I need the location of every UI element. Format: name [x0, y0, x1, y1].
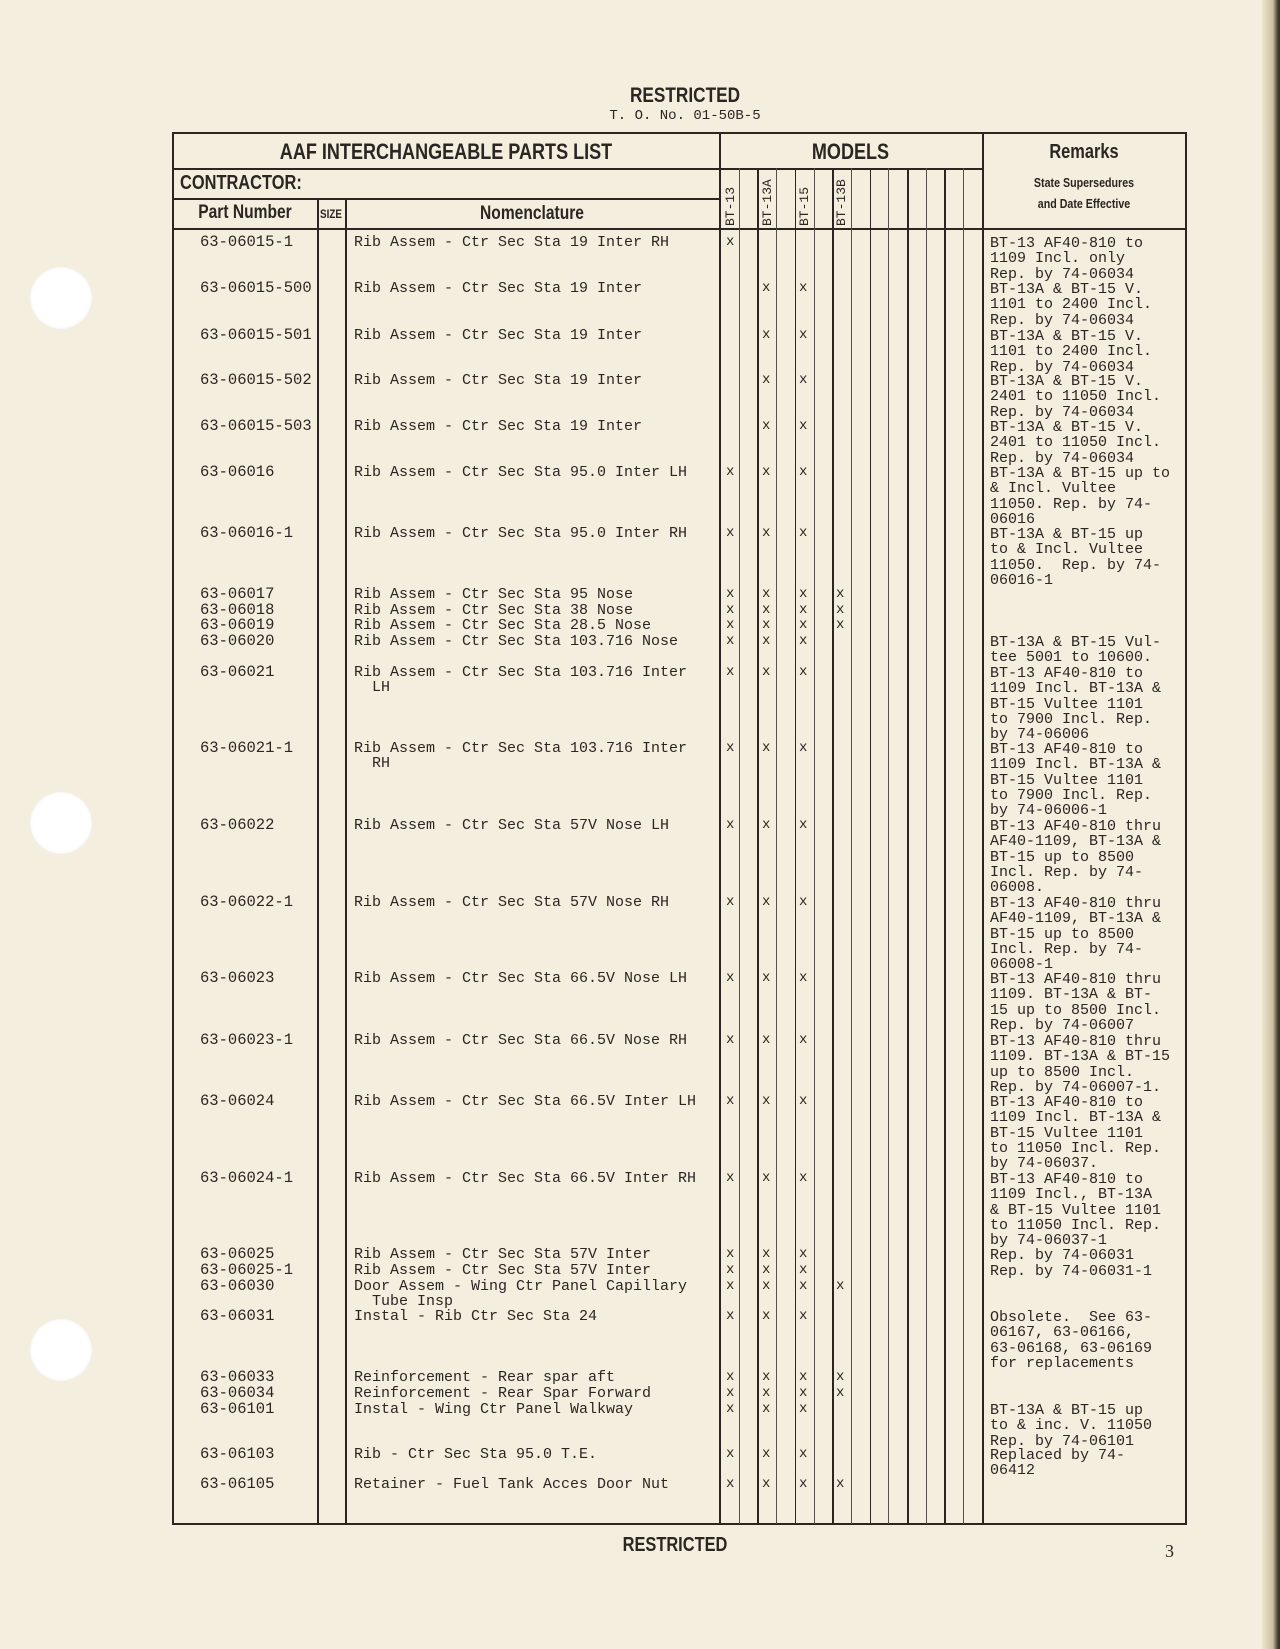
remark-line: Incl. Rep. by 74- — [990, 940, 1144, 958]
part-number: 63-06101 — [200, 1400, 275, 1418]
model-mark-bt-13a: x — [762, 633, 771, 649]
model-column-divider — [814, 168, 815, 1524]
model-mark-bt-13: x — [726, 1476, 735, 1492]
model-mark-bt-15: x — [799, 602, 808, 618]
remark-line: & BT-15 Vultee 1101 — [990, 1201, 1162, 1219]
nomenclature: Rib Assem - Ctr Sec Sta 19 Inter — [354, 372, 643, 389]
remark-line: 1109. BT-13A & BT-15 — [990, 1048, 1171, 1066]
remark-line: 1109. BT-13A & BT- — [990, 986, 1153, 1004]
model-mark-bt-13a: x — [762, 740, 771, 756]
model-mark-bt-15: x — [799, 418, 808, 434]
model-mark-bt-15: x — [799, 464, 808, 480]
models-label: MODELS — [811, 139, 890, 164]
part-number: 63-06105 — [200, 1475, 275, 1493]
nomenclature: Rib Assem - Ctr Sec Sta 57V Nose LH — [354, 817, 670, 834]
model-mark-bt-13a: x — [762, 586, 771, 602]
model-column-divider — [907, 168, 909, 1524]
remark-line: 06167, 63-06166, — [990, 1324, 1135, 1342]
remark-line: BT-13 AF40-810 to — [990, 235, 1144, 252]
model-mark-bt-15: x — [799, 1369, 808, 1385]
nomenclature: Rib Assem - Ctr Sec Sta 103.716 Nose — [354, 633, 679, 650]
model-mark-bt-13: x — [726, 1385, 735, 1401]
model-column-divider — [888, 168, 889, 1524]
model-mark-bt-13a: x — [762, 1369, 771, 1385]
model-mark-bt-13: x — [726, 234, 735, 250]
nomenclature: RH — [354, 755, 391, 773]
remark-line: 1109 Incl. only — [990, 250, 1126, 268]
nomenclature: Rib Assem - Ctr Sec Sta 95.0 Inter RH — [354, 525, 688, 542]
remark-line: up to 8500 Incl. — [990, 1063, 1135, 1081]
model-mark-bt-13a: x — [762, 1476, 771, 1492]
part-number: 63-06020 — [200, 632, 275, 650]
nomenclature: Reinforcement - Rear spar aft — [354, 1369, 616, 1386]
model-mark-bt-15: x — [799, 525, 808, 541]
model-column-divider — [739, 168, 740, 1524]
remark-line: BT-15 Vultee 1101 — [990, 771, 1144, 789]
model-mark-bt-13a: x — [762, 1170, 771, 1186]
model-column-divider — [795, 168, 797, 1524]
remark-line: BT-13 AF40-810 to — [990, 665, 1144, 682]
nomenclature: Retainer - Fuel Tank Acces Door Nut — [354, 1476, 670, 1493]
nomenclature: Rib Assem - Ctr Sec Sta 66.5V Inter LH — [354, 1093, 697, 1110]
remark-line: 1109 Incl. BT-13A & — [990, 756, 1162, 774]
model-mark-bt-13a: x — [762, 817, 771, 833]
model-mark-bt-13a: x — [762, 1446, 771, 1462]
remark-line: 63-06168, 63-06169 — [990, 1339, 1153, 1357]
remark-line: BT-13 AF40-810 thru — [990, 895, 1162, 912]
remark-line: BT-13 AF40-810 thru — [990, 1033, 1162, 1050]
remark-line: BT-15 Vultee 1101 — [990, 1124, 1144, 1142]
model-header-bt-13: BT-13 — [723, 186, 738, 226]
model-mark-bt-15: x — [799, 1476, 808, 1492]
model-mark-bt-13b: x — [836, 617, 845, 633]
remark-line: & Incl. Vultee — [990, 480, 1117, 498]
model-mark-bt-15: x — [799, 740, 808, 756]
model-mark-bt-15: x — [799, 280, 808, 296]
col-nomenclature: Nomenclature — [480, 203, 584, 224]
model-mark-bt-15: x — [799, 1308, 808, 1324]
remark-line: BT-13 AF40-810 thru — [990, 818, 1162, 835]
remark-line: Rep. by 74-06031-1 — [990, 1263, 1153, 1280]
part-number: 63-06033 — [200, 1368, 275, 1386]
nomenclature: Rib Assem - Ctr Sec Sta 38 Nose — [354, 602, 634, 619]
page-number: 3 — [1165, 1541, 1174, 1561]
model-mark-bt-15: x — [799, 1446, 808, 1462]
remark-line: tee 5001 to 10600. — [990, 649, 1153, 667]
nomenclature: Rib Assem - Ctr Sec Sta 95.0 Inter LH — [354, 464, 688, 481]
part-number: 63-06034 — [200, 1384, 275, 1402]
remark-line: 06016-1 — [990, 571, 1054, 589]
model-mark-bt-13b: x — [836, 1385, 845, 1401]
model-mark-bt-13: x — [726, 1278, 735, 1294]
remark-line: 11050. Rep. by 74- — [990, 495, 1153, 513]
nomenclature: Reinforcement - Rear Spar Forward — [354, 1385, 652, 1402]
remark-line: 1109 Incl., BT-13A — [990, 1186, 1153, 1204]
remark-line: 06412 — [990, 1462, 1036, 1480]
model-mark-bt-13: x — [726, 1446, 735, 1462]
part-number: 63-06022 — [200, 816, 275, 834]
model-mark-bt-15: x — [799, 894, 808, 910]
remark-line: Obsolete. See 63- — [990, 1309, 1153, 1326]
model-mark-bt-13: x — [726, 464, 735, 480]
footer-restricted: RESTRICTED — [622, 1534, 728, 1556]
remark-line: BT-13A & BT-15 V. — [990, 328, 1144, 345]
model-mark-bt-13: x — [726, 1093, 735, 1109]
nomenclature: Rib Assem - Ctr Sec Sta 19 Inter RH — [354, 234, 670, 251]
table-title: AAF INTERCHANGEABLE PARTS LIST — [279, 139, 613, 164]
remark-line: Rep. by 74-06034 — [990, 358, 1135, 376]
model-mark-bt-13a: x — [762, 1278, 771, 1294]
nomenclature: Rib Assem - Ctr Sec Sta 28.5 Nose — [354, 617, 652, 634]
remark-line: BT-13 AF40-810 to — [990, 1171, 1144, 1188]
part-number: 63-06019 — [200, 616, 275, 634]
model-mark-bt-13: x — [726, 617, 735, 633]
part-number: 63-06015-1 — [200, 233, 294, 251]
remark-line: to 7900 Incl. Rep. — [990, 710, 1153, 728]
model-column-divider — [944, 168, 946, 1524]
nomenclature: Rib Assem - Ctr Sec Sta 95 Nose — [354, 586, 634, 603]
model-mark-bt-13: x — [726, 894, 735, 910]
model-mark-bt-13a: x — [762, 617, 771, 633]
model-mark-bt-13a: x — [762, 1308, 771, 1324]
remarks-sub-2: and Date Effective — [1037, 196, 1131, 211]
part-number: 63-06024 — [200, 1092, 275, 1110]
part-number: 63-06103 — [200, 1445, 275, 1463]
header-restricted: RESTRICTED — [629, 84, 741, 107]
binder-hole — [30, 1319, 92, 1381]
remark-line: BT-13A & BT-15 V. — [990, 419, 1144, 436]
model-mark-bt-15: x — [799, 817, 808, 833]
remarks-sub-1: State Supersedures — [1033, 175, 1135, 190]
model-mark-bt-13a: x — [762, 525, 771, 541]
remark-line: 1101 to 2400 Incl. — [990, 296, 1153, 314]
nomenclature: Tube Insp — [354, 1293, 454, 1311]
remark-line: BT-13A & BT-15 up to — [990, 465, 1171, 482]
remark-line: BT-15 up to 8500 — [990, 848, 1135, 866]
part-number: 63-06016-1 — [200, 524, 294, 542]
remark-line: Rep. by 74-06034 — [990, 311, 1135, 329]
model-column-divider — [851, 168, 852, 1524]
model-mark-bt-13b: x — [836, 602, 845, 618]
remark-line: BT-15 Vultee 1101 — [990, 695, 1144, 713]
remark-line: to 11050 Incl. Rep. — [990, 1216, 1162, 1234]
remark-line: BT-13A & BT-15 V. — [990, 281, 1144, 298]
model-column-divider — [776, 168, 777, 1524]
model-mark-bt-13: x — [726, 664, 735, 680]
model-mark-bt-13: x — [726, 1308, 735, 1324]
model-mark-bt-15: x — [799, 586, 808, 602]
remark-line: to 11050 Incl. Rep. — [990, 1139, 1162, 1157]
remark-line: Replaced by 74- — [990, 1447, 1126, 1464]
model-mark-bt-13a: x — [762, 664, 771, 680]
part-number: 63-06031 — [200, 1307, 275, 1325]
model-mark-bt-13a: x — [762, 280, 771, 296]
model-mark-bt-13: x — [726, 970, 735, 986]
model-mark-bt-13a: x — [762, 418, 771, 434]
model-header-bt-15: BT-15 — [797, 186, 812, 226]
model-mark-bt-15: x — [799, 1032, 808, 1048]
model-mark-bt-13: x — [726, 586, 735, 602]
remark-line: Rep. by 74-06007 — [990, 1016, 1135, 1034]
model-header-bt-13b: BT-13B — [834, 179, 849, 226]
model-mark-bt-13b: x — [836, 586, 845, 602]
model-mark-bt-13a: x — [762, 1032, 771, 1048]
part-number: 63-06018 — [200, 601, 275, 619]
remark-line: BT-13A & BT-15 up — [990, 526, 1144, 543]
part-number: 63-06022-1 — [200, 893, 294, 911]
remark-line: by 74-06006-1 — [990, 802, 1108, 820]
remark-line: 2401 to 11050 Incl. — [990, 434, 1162, 452]
remark-line: by 74-06037-1 — [990, 1232, 1108, 1250]
remark-line: by 74-06006 — [990, 726, 1090, 744]
remarks-label: Remarks — [1049, 141, 1119, 163]
model-mark-bt-13: x — [726, 1032, 735, 1048]
part-number: 63-06023-1 — [200, 1031, 294, 1049]
model-mark-bt-13b: x — [836, 1476, 845, 1492]
model-mark-bt-15: x — [799, 664, 808, 680]
remark-line: Rep. by 74-06101 — [990, 1432, 1135, 1450]
nomenclature: Rib Assem - Ctr Sec Sta 57V Inter — [354, 1246, 652, 1263]
remark-line: Rep. by 74-06007-1. — [990, 1078, 1162, 1096]
model-column-divider — [870, 168, 872, 1524]
model-mark-bt-15: x — [799, 1262, 808, 1278]
model-mark-bt-15: x — [799, 372, 808, 388]
remark-line: BT-13 AF40-810 to — [990, 1094, 1144, 1111]
remark-line: 11050. Rep. by 74- — [990, 556, 1162, 574]
remark-line: 1109 Incl. BT-13A & — [990, 1109, 1162, 1127]
col-part-number: Part Number — [198, 202, 292, 223]
binder-hole — [30, 792, 92, 854]
model-column-divider — [963, 168, 964, 1524]
remark-line: 1109 Incl. BT-13A & — [990, 680, 1162, 698]
model-mark-bt-13: x — [726, 1262, 735, 1278]
nomenclature: Rib Assem - Ctr Sec Sta 57V Inter — [354, 1262, 652, 1279]
model-mark-bt-13a: x — [762, 1385, 771, 1401]
remark-line: Rep. by 74-06034 — [990, 265, 1135, 283]
nomenclature: Rib Assem - Ctr Sec Sta 19 Inter — [354, 280, 643, 297]
to-number: T. O. No. 01-50B-5 — [609, 108, 761, 124]
nomenclature: Rib Assem - Ctr Sec Sta 66.5V Nose RH — [354, 1032, 688, 1049]
remark-line: BT-15 up to 8500 — [990, 925, 1135, 943]
part-number: 63-06025-1 — [200, 1261, 294, 1279]
part-number: 63-06024-1 — [200, 1169, 294, 1187]
model-column-divider — [832, 168, 834, 1524]
nomenclature: LH — [354, 679, 391, 697]
page-edge-shadow — [1262, 0, 1280, 1649]
remark-line: 1101 to 2400 Incl. — [990, 343, 1153, 361]
part-number: 63-06015-503 — [200, 417, 312, 435]
model-mark-bt-13a: x — [762, 1246, 771, 1262]
remark-line: 06008-1 — [990, 956, 1054, 974]
model-mark-bt-13a: x — [762, 464, 771, 480]
model-mark-bt-15: x — [799, 970, 808, 986]
nomenclature: Rib Assem - Ctr Sec Sta 66.5V Inter RH — [354, 1170, 697, 1187]
model-mark-bt-13: x — [726, 1401, 735, 1417]
model-mark-bt-13: x — [726, 817, 735, 833]
part-number: 63-06015-502 — [200, 371, 312, 389]
model-column-divider — [926, 168, 927, 1524]
model-mark-bt-13a: x — [762, 970, 771, 986]
part-number: 63-06025 — [200, 1245, 275, 1263]
model-mark-bt-15: x — [799, 1401, 808, 1417]
remark-line: 15 up to 8500 Incl. — [990, 1001, 1162, 1019]
remark-line: AF40-1109, BT-13A & — [990, 833, 1162, 851]
model-mark-bt-15: x — [799, 617, 808, 633]
part-number: 63-06016 — [200, 463, 275, 481]
remark-line: BT-13 AF40-810 to — [990, 741, 1144, 758]
nomenclature: Instal - Wing Ctr Panel Walkway — [354, 1401, 634, 1418]
model-mark-bt-13: x — [726, 525, 735, 541]
remark-line: to & inc. V. 11050 — [990, 1417, 1153, 1435]
model-mark-bt-13: x — [726, 1170, 735, 1186]
part-number: 63-06015-501 — [200, 326, 312, 344]
remark-line: 2401 to 11050 Incl. — [990, 388, 1162, 406]
model-mark-bt-13a: x — [762, 327, 771, 343]
nomenclature: Door Assem - Wing Ctr Panel Capillary — [354, 1278, 688, 1295]
model-mark-bt-15: x — [799, 327, 808, 343]
binder-hole — [30, 267, 92, 329]
model-mark-bt-13a: x — [762, 1262, 771, 1278]
model-mark-bt-13a: x — [762, 1401, 771, 1417]
remark-line: 06008. — [990, 879, 1045, 897]
model-mark-bt-13a: x — [762, 372, 771, 388]
model-mark-bt-13b: x — [836, 1369, 845, 1385]
model-mark-bt-13a: x — [762, 602, 771, 618]
model-mark-bt-15: x — [799, 1170, 808, 1186]
remark-line: BT-13A & BT-15 Vul- — [990, 634, 1162, 651]
remark-line: 06016 — [990, 510, 1036, 528]
model-mark-bt-13: x — [726, 1369, 735, 1385]
nomenclature: Rib Assem - Ctr Sec Sta 103.716 Inter — [354, 664, 688, 681]
part-number: 63-06023 — [200, 969, 275, 987]
nomenclature: Rib Assem - Ctr Sec Sta 103.716 Inter — [354, 740, 688, 757]
model-mark-bt-15: x — [799, 1246, 808, 1262]
part-number: 63-06017 — [200, 585, 275, 603]
remark-line: Rep. by 74-06034 — [990, 449, 1135, 467]
remark-line: Incl. Rep. by 74- — [990, 863, 1144, 881]
part-number: 63-06021 — [200, 663, 275, 681]
nomenclature: Rib - Ctr Sec Sta 95.0 T.E. — [354, 1446, 598, 1463]
part-number: 63-06015-500 — [200, 279, 312, 297]
contractor-label: CONTRACTOR: — [180, 172, 302, 194]
model-mark-bt-13: x — [726, 633, 735, 649]
model-mark-bt-13a: x — [762, 894, 771, 910]
model-mark-bt-15: x — [799, 1093, 808, 1109]
remark-line: Rep. by 74-06034 — [990, 403, 1135, 421]
model-mark-bt-13b: x — [836, 1278, 845, 1294]
remark-line: BT-13A & BT-15 V. — [990, 373, 1144, 390]
model-mark-bt-15: x — [799, 1385, 808, 1401]
nomenclature: Rib Assem - Ctr Sec Sta 57V Nose RH — [354, 894, 670, 911]
remark-line: to & Incl. Vultee — [990, 541, 1144, 559]
model-mark-bt-13a: x — [762, 1093, 771, 1109]
nomenclature: Rib Assem - Ctr Sec Sta 19 Inter — [354, 418, 643, 435]
remark-line: BT-13A & BT-15 up — [990, 1402, 1144, 1419]
part-number: 63-06030 — [200, 1277, 275, 1295]
model-mark-bt-13: x — [726, 1246, 735, 1262]
remark-line: Rep. by 74-06031 — [990, 1247, 1135, 1264]
col-size: SIZE — [320, 207, 342, 221]
model-mark-bt-15: x — [799, 1278, 808, 1294]
nomenclature: Rib Assem - Ctr Sec Sta 19 Inter — [354, 327, 643, 344]
remark-line: to 7900 Incl. Rep. — [990, 786, 1153, 804]
model-mark-bt-13: x — [726, 602, 735, 618]
nomenclature: Instal - Rib Ctr Sec Sta 24 — [354, 1308, 598, 1325]
remark-line: BT-13 AF40-810 thru — [990, 971, 1162, 988]
model-mark-bt-15: x — [799, 633, 808, 649]
remark-line: for replacements — [990, 1354, 1135, 1372]
nomenclature: Rib Assem - Ctr Sec Sta 66.5V Nose LH — [354, 970, 688, 987]
part-number: 63-06021-1 — [200, 739, 294, 757]
remark-line: by 74-06037. — [990, 1155, 1099, 1173]
model-column-divider — [757, 168, 759, 1524]
model-mark-bt-13: x — [726, 740, 735, 756]
remark-line: AF40-1109, BT-13A & — [990, 910, 1162, 928]
model-header-bt-13a: BT-13A — [760, 179, 775, 226]
